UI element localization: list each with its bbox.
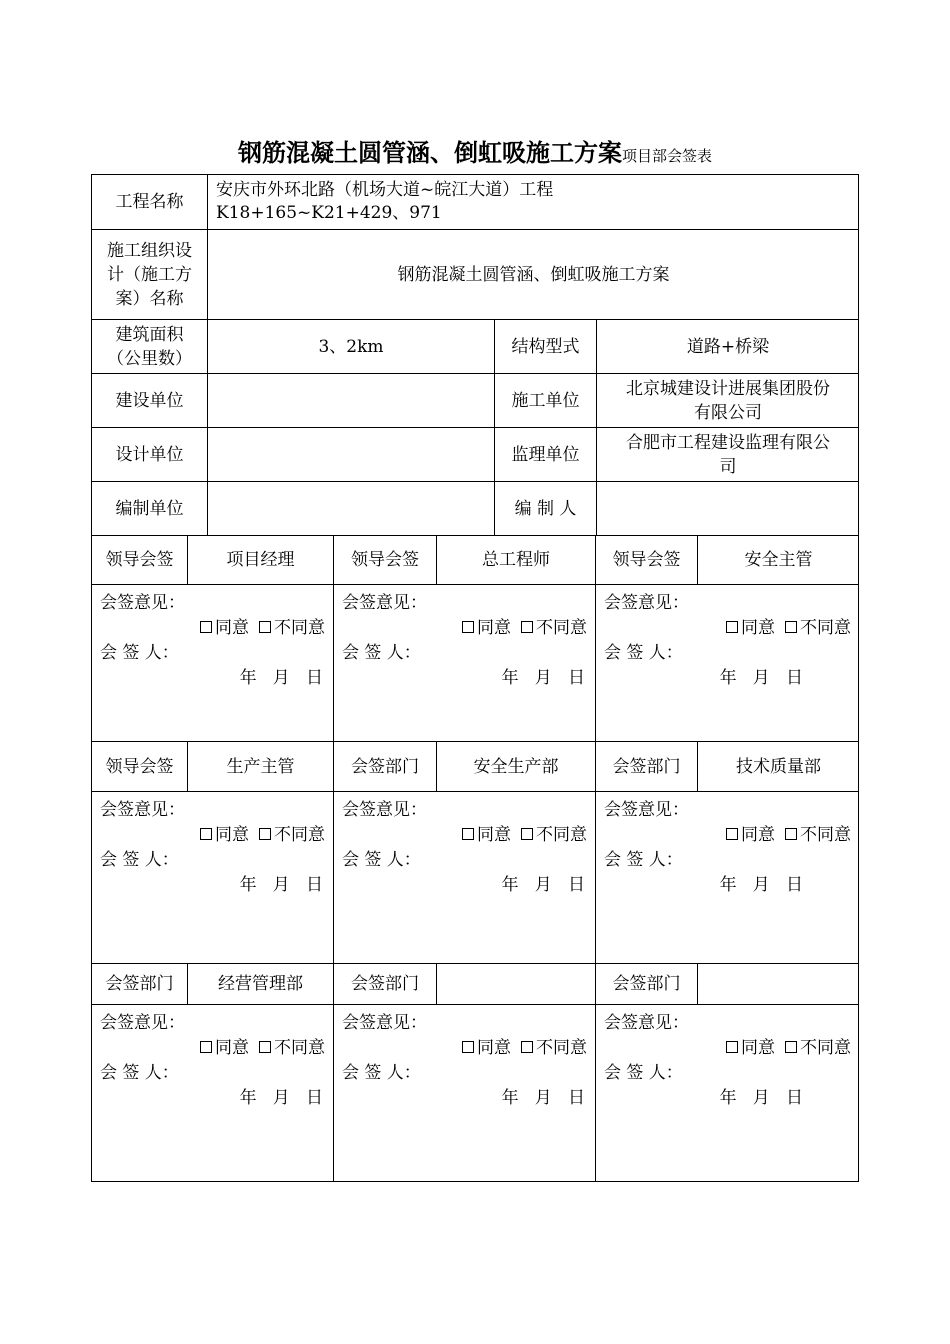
opinion-cell	[333, 1004, 595, 1182]
opinion-block	[604, 1011, 851, 1111]
disagree-text: 不同意	[274, 825, 325, 845]
area-label: 建筑面积 （公里数）	[91, 319, 207, 373]
agree-text: 同意	[741, 1038, 775, 1058]
owner-label: 建设单位	[91, 373, 207, 427]
opinion-cell	[333, 584, 595, 741]
opinion-cell	[595, 1004, 859, 1182]
project-name-line2: K18+165~K21+429、971	[216, 203, 442, 223]
compiler-unit-label: 编制单位	[91, 481, 207, 535]
disagree-checkbox[interactable]	[521, 621, 533, 633]
agree-text: 同意	[477, 1038, 511, 1058]
sign-label	[595, 535, 697, 584]
opinion-label: 会签意见：	[100, 593, 185, 613]
agree-checkbox[interactable]	[462, 621, 474, 633]
agree-option[interactable]	[462, 825, 511, 845]
opinion-cell	[333, 791, 595, 963]
sign-role	[187, 535, 333, 584]
agree-text: 同意	[215, 825, 249, 845]
disagree-option[interactable]	[785, 825, 851, 845]
opinion-options	[342, 616, 587, 641]
sign-label-text: 会签部门	[612, 756, 681, 777]
opinion-label: 会签意见：	[342, 800, 427, 820]
opinion-block	[604, 798, 851, 898]
opinion-options	[100, 823, 325, 848]
sign-label-text: 领导会签	[105, 756, 174, 777]
agree-option[interactable]	[726, 825, 775, 845]
disagree-text: 不同意	[274, 618, 325, 638]
agree-text: 同意	[741, 825, 775, 845]
sign-label-text: 会签部门	[105, 974, 174, 994]
sign-label-text: 会签部门	[612, 974, 681, 994]
signer-label: 会 签 人：	[342, 643, 421, 663]
sign-label	[333, 741, 436, 791]
sign-date: 年 月 日	[239, 1088, 323, 1108]
sign-role-text: 安全生产部	[473, 756, 559, 777]
sign-role	[187, 963, 333, 1004]
opinion-block	[100, 798, 325, 898]
compiler-unit-value	[207, 481, 494, 535]
opinion-cell	[595, 791, 859, 963]
designer-value	[207, 427, 494, 481]
opinion-cell	[91, 791, 333, 963]
agree-option[interactable]	[726, 618, 775, 638]
designer-label: 设计单位	[91, 427, 207, 481]
disagree-option[interactable]	[259, 825, 325, 845]
supervisor-value: 合肥市工程建设监理有限公 司	[596, 427, 859, 481]
sign-role	[187, 741, 333, 791]
sign-label	[333, 963, 436, 1004]
sign-label	[595, 741, 697, 791]
signer-label: 会 签 人：	[100, 1063, 179, 1083]
title-suffix: 项目部会签表	[621, 147, 712, 165]
disagree-text: 不同意	[800, 618, 851, 638]
sign-date: 年 月 日	[501, 668, 585, 688]
owner-value	[207, 373, 494, 427]
opinion-options	[342, 1036, 587, 1061]
opinion-block	[100, 1011, 325, 1111]
agree-checkbox[interactable]	[200, 1041, 212, 1053]
opinion-options	[100, 1036, 325, 1061]
signer-label: 会 签 人：	[604, 1063, 683, 1083]
builder-value: 北京城建设计进展集团股份 有限公司	[596, 373, 859, 427]
disagree-checkbox[interactable]	[785, 621, 797, 633]
agree-checkbox[interactable]	[462, 828, 474, 840]
sign-off-form	[91, 174, 859, 1182]
disagree-option[interactable]	[521, 618, 587, 638]
disagree-text: 不同意	[800, 1038, 851, 1058]
design-plan-value: 钢筋混凝土圆管涵、倒虹吸施工方案	[207, 229, 859, 319]
disagree-checkbox[interactable]	[785, 828, 797, 840]
disagree-checkbox[interactable]	[521, 828, 533, 840]
opinion-options	[604, 823, 851, 848]
project-name-line1: 安庆市外环北路（机场大道~皖江大道）工程	[216, 180, 554, 200]
agree-option[interactable]	[200, 825, 249, 845]
sign-role-text: 安全主管	[744, 550, 813, 570]
sign-label-text: 领导会签	[351, 550, 419, 570]
disagree-option[interactable]	[521, 825, 587, 845]
sign-label-text: 领导会签	[105, 550, 174, 570]
disagree-option[interactable]	[259, 1038, 325, 1058]
agree-option[interactable]	[462, 618, 511, 638]
opinion-label: 会签意见：	[604, 593, 689, 613]
sign-role	[436, 963, 595, 1004]
opinion-block	[604, 591, 851, 691]
structure-value: 道路+桥梁	[596, 319, 859, 373]
sign-label	[91, 535, 187, 584]
disagree-checkbox[interactable]	[521, 1041, 533, 1053]
compiler-value	[596, 481, 859, 535]
signer-label: 会 签 人：	[604, 643, 683, 663]
sign-role	[436, 741, 595, 791]
opinion-cell	[595, 584, 859, 741]
disagree-text: 不同意	[536, 618, 587, 638]
signer-label: 会 签 人：	[342, 850, 421, 870]
sign-date: 年 月 日	[719, 875, 803, 895]
disagree-checkbox[interactable]	[259, 828, 271, 840]
opinion-options	[604, 616, 851, 641]
disagree-option[interactable]	[259, 618, 325, 638]
sign-date: 年 月 日	[239, 668, 323, 688]
sign-role-text: 项目经理	[226, 550, 295, 570]
agree-option[interactable]	[200, 1038, 249, 1058]
opinion-label: 会签意见：	[604, 1013, 689, 1033]
project-name-label: 工程名称	[91, 174, 207, 229]
agree-checkbox[interactable]	[200, 621, 212, 633]
sign-role-text: 技术质量部	[736, 756, 821, 777]
disagree-checkbox[interactable]	[785, 1041, 797, 1053]
signer-label: 会 签 人：	[100, 850, 179, 870]
agree-checkbox[interactable]	[462, 1041, 474, 1053]
agree-checkbox[interactable]	[726, 621, 738, 633]
sign-role-text: 经营管理部	[218, 974, 303, 994]
opinion-options	[342, 823, 587, 848]
agree-text: 同意	[477, 618, 511, 638]
agree-text: 同意	[477, 825, 511, 845]
sign-role	[697, 963, 859, 1004]
builder-label: 施工单位	[494, 373, 596, 427]
sign-role-text: 总工程师	[482, 550, 550, 570]
opinion-label: 会签意见：	[342, 1013, 427, 1033]
opinion-label: 会签意见：	[604, 800, 689, 820]
supervisor-label: 监理单位	[494, 427, 596, 481]
agree-checkbox[interactable]	[726, 828, 738, 840]
title-main: 钢筋混凝土圆管涵、倒虹吸施工方案	[237, 139, 622, 167]
design-plan-label: 施工组织设 计（施工方 案）名称	[91, 229, 207, 319]
opinion-cell	[91, 584, 333, 741]
sign-role	[697, 535, 859, 584]
sign-date: 年 月 日	[719, 668, 803, 688]
sign-label	[91, 741, 187, 791]
agree-text: 同意	[741, 618, 775, 638]
opinion-block	[342, 591, 587, 691]
sign-label	[333, 535, 436, 584]
compiler-label: 编 制 人	[494, 481, 596, 535]
opinion-options	[100, 616, 325, 641]
opinion-block	[342, 1011, 587, 1111]
sign-date: 年 月 日	[501, 1088, 585, 1108]
agree-text: 同意	[215, 618, 249, 638]
opinion-label: 会签意见：	[100, 1013, 185, 1033]
agree-option[interactable]	[462, 1038, 511, 1058]
sign-label-text: 领导会签	[612, 550, 681, 570]
disagree-option[interactable]	[785, 1038, 851, 1058]
disagree-text: 不同意	[536, 825, 587, 845]
structure-label: 结构型式	[494, 319, 596, 373]
disagree-text: 不同意	[274, 1038, 325, 1058]
signer-label: 会 签 人：	[604, 850, 683, 870]
disagree-option[interactable]	[785, 618, 851, 638]
opinion-label: 会签意见：	[342, 593, 427, 613]
opinion-options	[604, 1036, 851, 1061]
project-name-value	[207, 174, 859, 229]
agree-text: 同意	[215, 1038, 249, 1058]
agree-checkbox[interactable]	[726, 1041, 738, 1053]
sign-label-text: 会签部门	[351, 974, 419, 994]
page-title	[0, 133, 950, 168]
disagree-checkbox[interactable]	[259, 1041, 271, 1053]
sign-label-text: 会签部门	[351, 756, 419, 777]
sign-date: 年 月 日	[239, 875, 323, 895]
area-value: 3、2km	[207, 319, 494, 373]
opinion-block	[342, 798, 587, 898]
disagree-text: 不同意	[800, 825, 851, 845]
disagree-checkbox[interactable]	[259, 621, 271, 633]
agree-checkbox[interactable]	[200, 828, 212, 840]
disagree-text: 不同意	[536, 1038, 587, 1058]
sign-role-text: 生产主管	[226, 756, 295, 777]
sign-label	[91, 963, 187, 1004]
sign-date: 年 月 日	[501, 875, 585, 895]
agree-option[interactable]	[726, 1038, 775, 1058]
sign-role	[697, 741, 859, 791]
signer-label: 会 签 人：	[100, 643, 179, 663]
sign-role	[436, 535, 595, 584]
disagree-option[interactable]	[521, 1038, 587, 1058]
opinion-cell	[91, 1004, 333, 1182]
signer-label: 会 签 人：	[342, 1063, 421, 1083]
sign-date: 年 月 日	[719, 1088, 803, 1108]
agree-option[interactable]	[200, 618, 249, 638]
sign-label	[595, 963, 697, 1004]
opinion-label: 会签意见：	[100, 800, 185, 820]
opinion-block	[100, 591, 325, 691]
